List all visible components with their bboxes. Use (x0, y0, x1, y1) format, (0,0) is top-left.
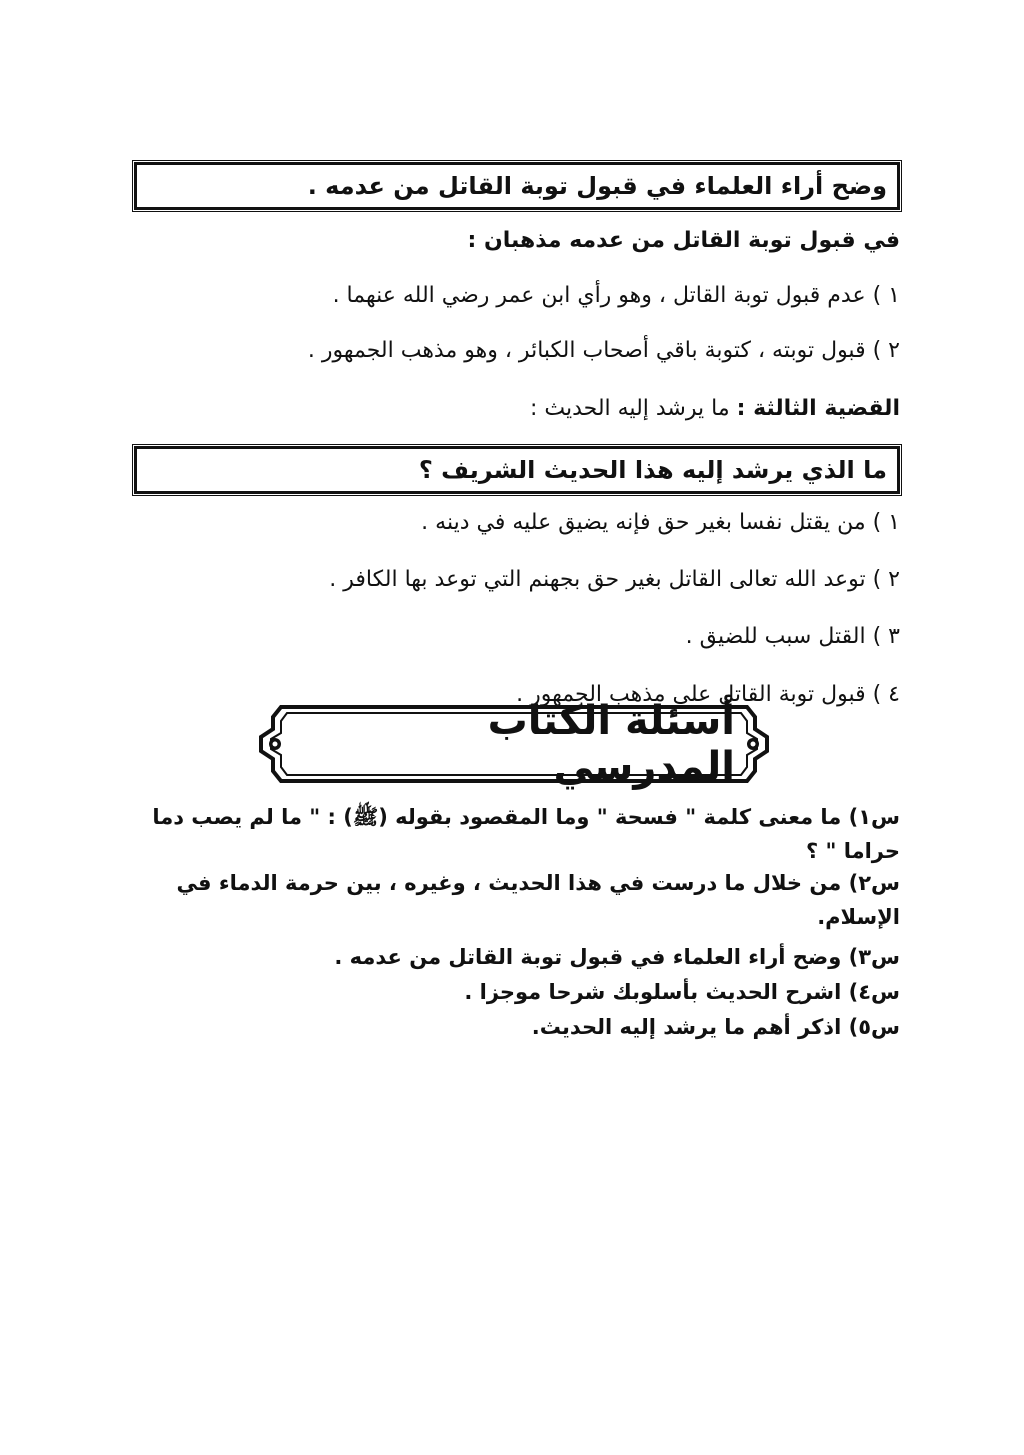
lesson-item: ٤ ) قبول توبة القاتل على مذهب الجمهور . (516, 682, 900, 707)
issue-three-line (120, 394, 900, 424)
lesson-item: ٣ ) القتل سبب للضيق . (685, 624, 900, 649)
question-box-text: ما الذي يرشد إليه هذا الحديث الشريف ؟ (418, 456, 887, 484)
question-item: س٤) اشرح الحديث بأسلوبك شرحا موجزا . (464, 980, 900, 1004)
issue-three-text: ما يرشد إليه الحديث : (529, 396, 730, 421)
section-heading-two-opinions: في قبول توبة القاتل من عدمه مذهبان : (467, 228, 900, 253)
opinion-item: ١ ) عدم قبول توبة القاتل ، وهو رأي ابن عمر رضي الله عنهما . (332, 283, 900, 308)
question-box-scholars-opinions (134, 162, 900, 210)
lesson-item: ٢ ) توعد الله تعالى القاتل بغير حق بجهنم التي توعد بها الكافر . (329, 567, 900, 592)
banner-title: أسئلة الكتاب المدرسي (487, 698, 735, 790)
question-box-hadith-guidance (134, 446, 900, 494)
opinion-item: ٢ ) قبول توبته ، كتوبة باقي أصحاب الكبائر ، وهو مذهب الجمهور . (307, 338, 900, 363)
question-item: س٢) من خلال ما درست في هذا الحديث ، وغيره ، بين حرمة الدماء في الإسلام. (176, 871, 900, 929)
textbook-questions-banner (253, 698, 775, 790)
issue-three-label: القضية الثالثة : (736, 396, 900, 421)
question-item: س١) ما معنى كلمة " فسحة " وما المقصود بقوله (ﷺ) : " ما لم يصب دما حراما " ؟ (152, 805, 900, 863)
lesson-item: ١ ) من يقتل نفسا بغير حق فإنه يضيق عليه في دينه . (421, 510, 900, 535)
question-item: س٣) وضح أراء العلماء في قبول توبة القاتل من عدمه . (334, 945, 900, 969)
question-box-text: وضح أراء العلماء في قبول توبة القاتل من عدمه . (307, 172, 887, 200)
question-item: س٥) اذكر أهم ما يرشد إليه الحديث. (531, 1015, 900, 1039)
